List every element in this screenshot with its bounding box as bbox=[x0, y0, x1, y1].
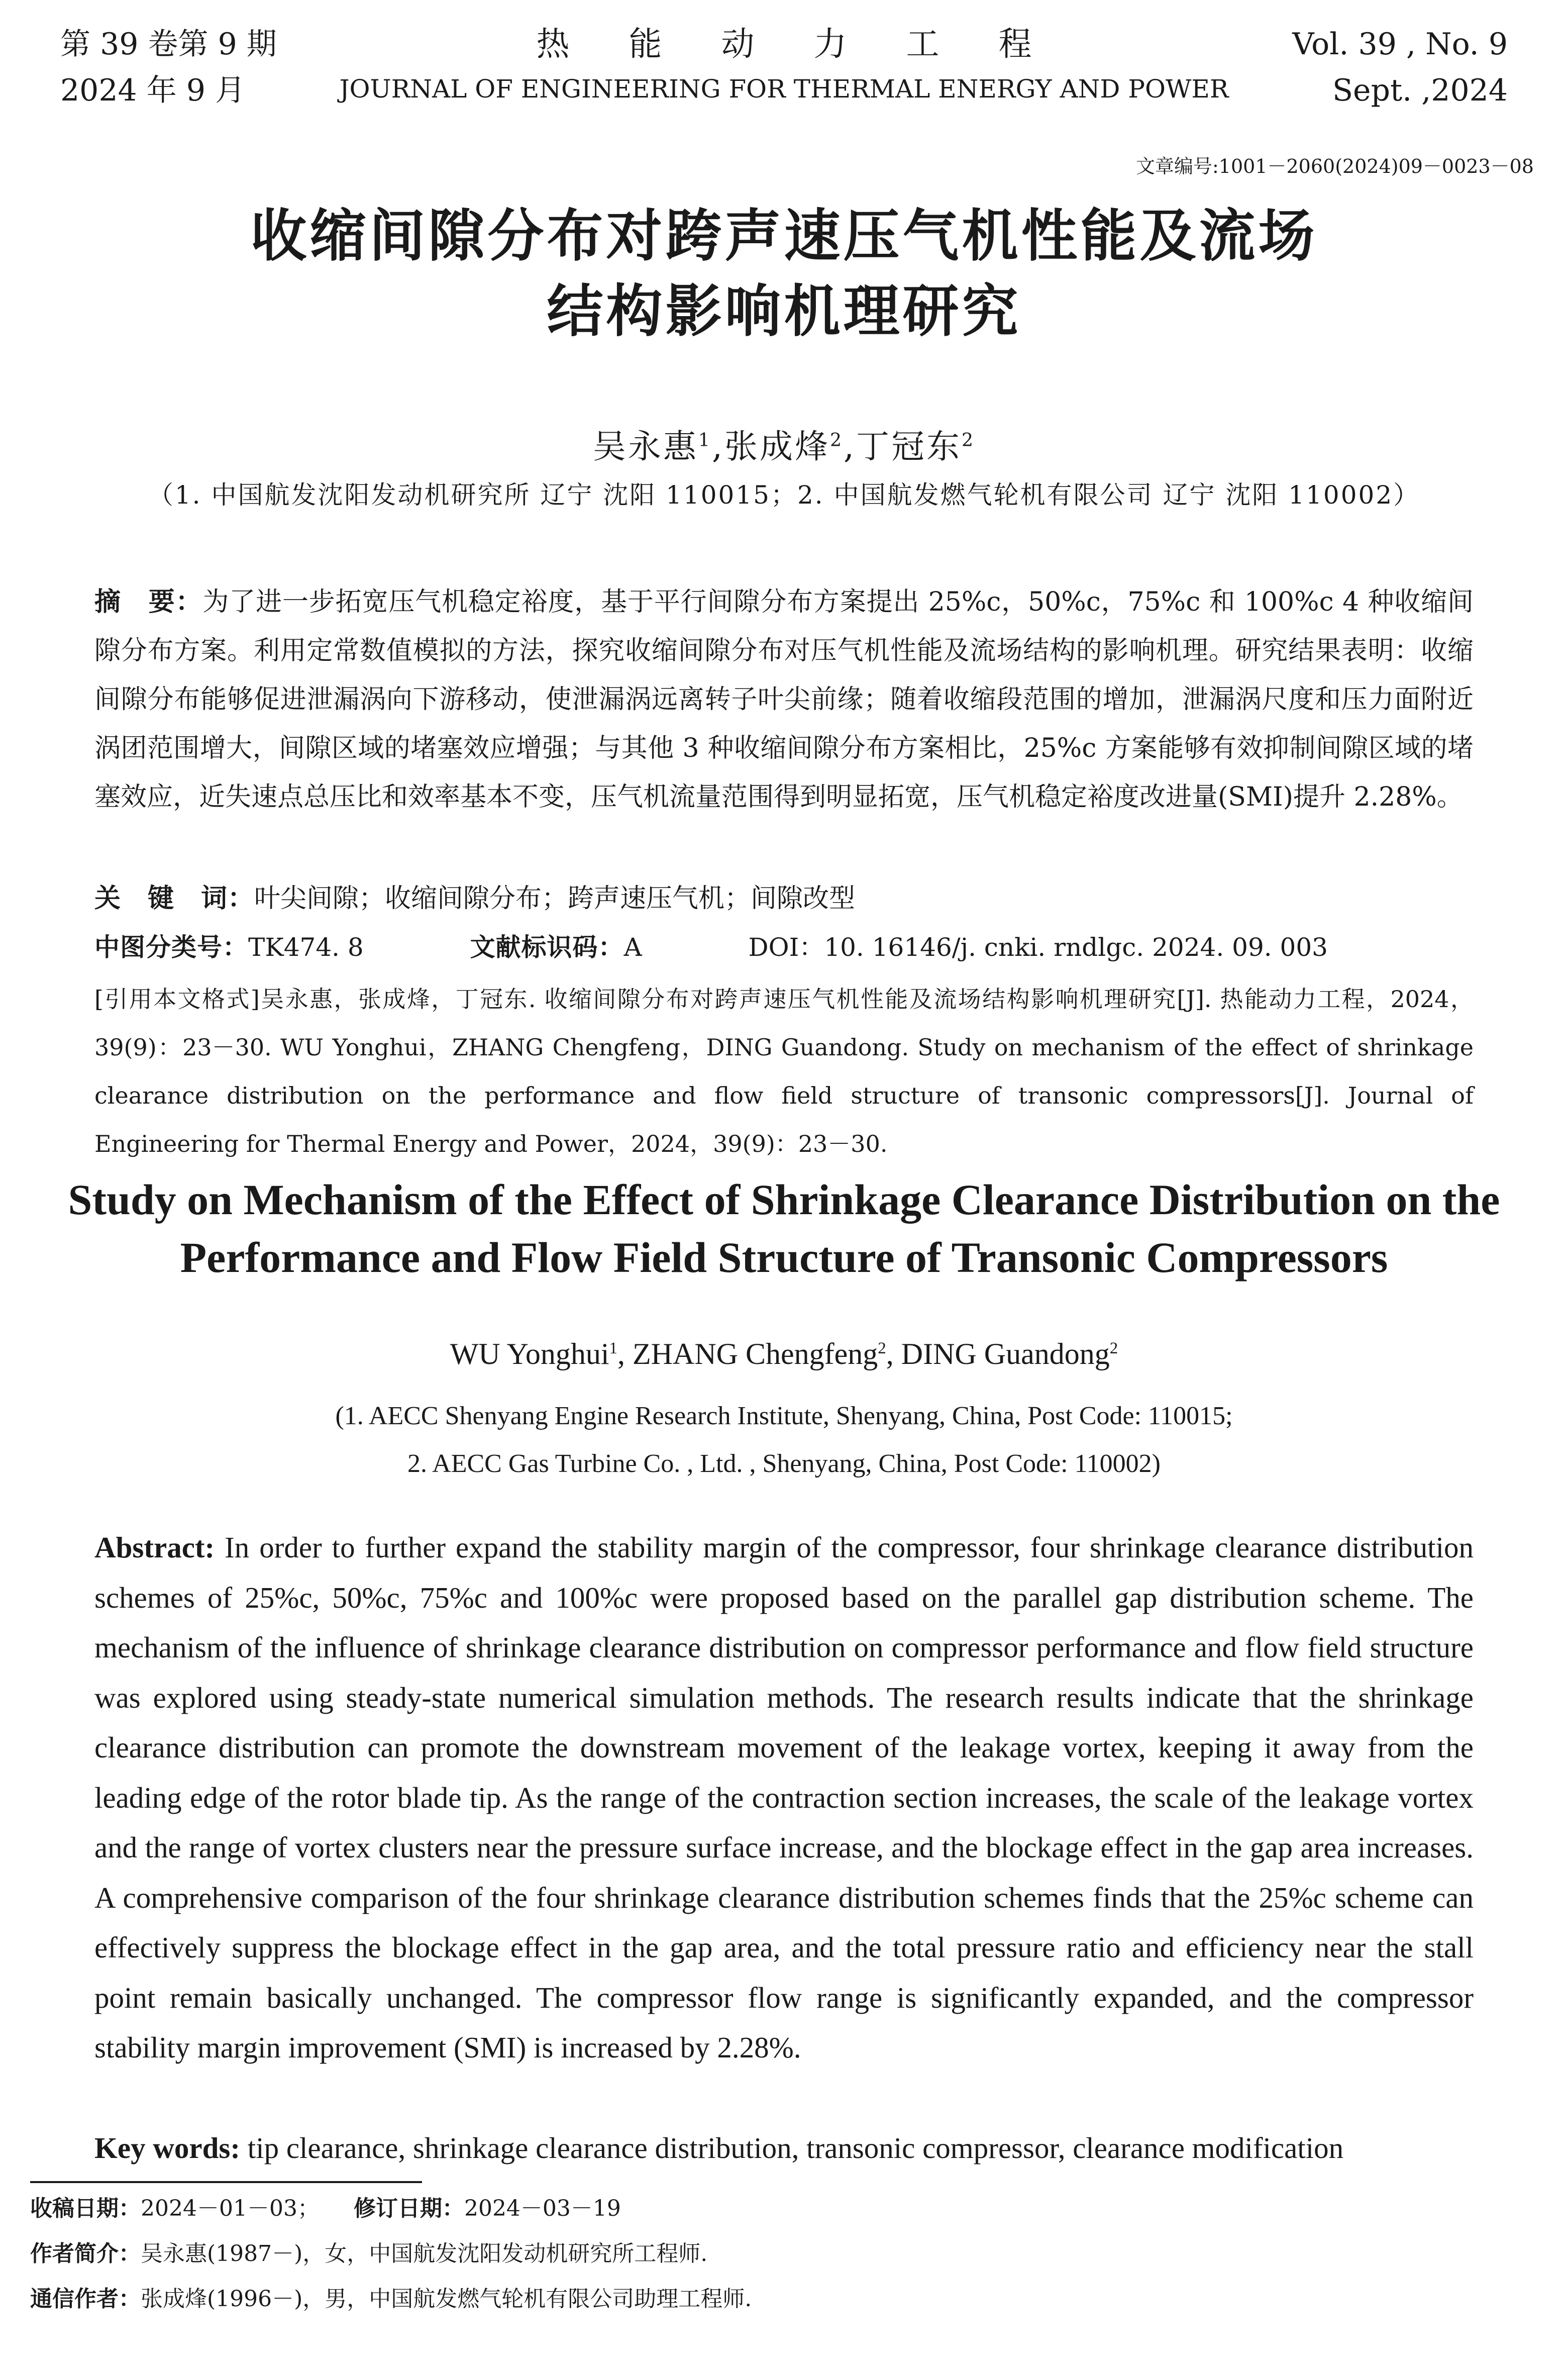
received-date: 2024－01－03； bbox=[141, 2196, 320, 2221]
keywords-en-label: Key words: bbox=[94, 2131, 241, 2164]
author-affil-mark: 2 bbox=[829, 429, 844, 451]
author-name-en: DING Guandong bbox=[901, 1337, 1110, 1370]
date-en: Sept. ,2024 bbox=[1332, 73, 1508, 108]
corresponding-label: 通信作者： bbox=[30, 2286, 141, 2312]
author-name-en: WU Yonghui bbox=[450, 1337, 609, 1370]
abstract-en bbox=[94, 1523, 1474, 2073]
revised-label: 修订日期： bbox=[353, 2196, 464, 2221]
author-affil-mark: 2 bbox=[1109, 1339, 1118, 1357]
doc-code-label: 文献标识码： bbox=[470, 933, 624, 962]
author-name-en: ZHANG Chengfeng bbox=[633, 1337, 878, 1370]
title-en-line2: Performance and Flow Field Structure of Transonic Compressors bbox=[180, 1233, 1388, 1282]
issue-info bbox=[60, 21, 277, 114]
volume-issue-cn: 第 39 卷第 9 期 bbox=[60, 27, 277, 62]
journal-name bbox=[332, 21, 1236, 111]
article-number: 文章编号:1001－2060(2024)09－0023－08 bbox=[1136, 155, 1534, 177]
author-name: 张成烽 bbox=[724, 427, 830, 466]
received-label: 收稿日期： bbox=[30, 2196, 141, 2221]
footnote-dates bbox=[30, 2194, 621, 2224]
citation-block bbox=[94, 975, 1474, 1168]
keywords-cn bbox=[94, 874, 1474, 923]
title-en-line1: Study on Mechanism of the Effect of Shrinkage Clearance Distribution on the bbox=[68, 1175, 1500, 1224]
authors-en: WU Yonghui$^1$, ZHANG Chengfeng$^2$, DING Guandong$^2$ bbox=[450, 1337, 1118, 1370]
journal-name-cn: 热能动力工程 bbox=[536, 25, 1091, 63]
author-name: 吴永惠 bbox=[592, 427, 698, 466]
author-name: 丁冠东 bbox=[856, 427, 962, 466]
affiliations-cn: （1. 中国航发沈阳发动机研究所 辽宁 沈阳 110015；2. 中国航发燃气轮机有限公司 辽宁 沈阳 110002） bbox=[148, 480, 1420, 510]
abstract-en-label: Abstract: bbox=[94, 1531, 215, 1564]
footnote-author bbox=[30, 2239, 707, 2269]
author-affil-mark: 1 bbox=[609, 1339, 618, 1357]
keywords-cn-label: 关 键 词： bbox=[94, 883, 255, 914]
citation-text: 吴永惠，张成烽，丁冠东. 收缩间隙分布对跨声速压气机性能及流场结构影响机理研究[J]. 热能动力工程，2024，39(9)：23－30. WU Yonghui，ZHANG Chengfeng，DING Guandong. Study on mechanism of the effect of shrinkage clearance distribution on the performance and flow field structure of transonic compressors[J]. Journal of Engineering for Thermal Energy and Power，2024，39(9)：23－30. bbox=[94, 986, 1474, 1157]
abstract-cn-label: 摘 要： bbox=[94, 587, 203, 617]
author-affil-mark: 2 bbox=[962, 429, 976, 451]
author-bio-label: 作者简介： bbox=[30, 2241, 141, 2267]
issue-info-en bbox=[1292, 21, 1508, 114]
classification-line bbox=[94, 927, 1328, 963]
doc-code-value: A bbox=[623, 933, 642, 962]
revised-date: 2024－03－19 bbox=[464, 2196, 621, 2221]
corresponding-author: 张成烽(1996－)，男，中国航发燃气轮机有限公司助理工程师. bbox=[141, 2286, 752, 2312]
keywords-en bbox=[94, 2131, 1474, 2166]
journal-name-en: JOURNAL OF ENGINEERING FOR THERMAL ENERGY AND POWER bbox=[339, 74, 1229, 104]
footnote-divider bbox=[30, 2181, 422, 2183]
author-affil-mark: 1 bbox=[698, 429, 712, 451]
doi: DOI：10. 16146/j. cnki. rndlgc. 2024. 09. 003 bbox=[748, 933, 1328, 962]
clc-value: TK474. 8 bbox=[248, 933, 364, 962]
citation-label: [引用本文格式] bbox=[94, 986, 260, 1013]
abstract-cn-text: 为了进一步拓宽压气机稳定裕度，基于平行间隙分布方案提出 25%c，50%c，75%c 和 100%c 4 种收缩间隙分布方案。利用定常数值模拟的方法，探究收缩间隙分布对压气机性能及流场结构的影响机理。研究结果表明：收缩间隙分布能够促进泄漏涡向下游移动，使泄漏涡远离转子叶尖前缘；随着收缩段范围的增加，泄漏涡尺度和压力面附近涡团范围增大，间隙区域的堵塞效应增强；与其他 3 种收缩间隙分布方案相比，25%c 方案能够有效抑制间隙区域的堵塞效应，近失速点总压比和效率基本不变，压气机流量范围得到明显拓宽，压气机稳定裕度改进量(SMI)提升 2.28%。 bbox=[94, 587, 1474, 812]
author-affil-mark: 2 bbox=[878, 1339, 886, 1357]
clc-label: 中图分类号： bbox=[94, 933, 248, 962]
keywords-cn-text: 叶尖间隙；收缩间隙分布；跨声速压气机；间隙改型 bbox=[254, 883, 856, 914]
authors-cn: 吴永惠$^1$,张成烽$^2$,丁冠东$^2$ bbox=[592, 427, 976, 466]
abstract-en-text: In order to further expand the stability margin of the compressor, four shrinkage clearance distribution schemes of 25%c, 50%c, 75%c and 100%c were proposed based on the parallel gap distribution scheme. The mechanism of the influence of shrinkage clearance distribution on compressor performance and flow field structure was explored using steady-state numerical simulation methods. The research results indicate that the shrinkage clearance distribution can promote the downstream movement of the leakage vortex, keeping it away from the leading edge of the rotor blade tip. As the range of the contraction section increases, the scale of the leakage vortex and the range of vortex clusters near the pressure surface increase, and the blockage effect in the gap area increases. A comprehensive comparison of the four shrinkage clearance distribution schemes finds that the 25%c scheme can effectively suppress the blockage effect in the gap area, and the total pressure ratio and efficiency near the stall point remain basically unchanged. The compressor flow range is significantly expanded, and the compressor stability margin improvement (SMI) is increased by 2.28%. bbox=[94, 1531, 1474, 2064]
author-bio: 吴永惠(1987－)，女，中国航发沈阳发动机研究所工程师. bbox=[141, 2241, 708, 2267]
date-cn: 2024 年 9 月 bbox=[60, 73, 246, 108]
keywords-en-text: tip clearance, shrinkage clearance distribution, transonic compressor, clearance modification bbox=[247, 2131, 1344, 2164]
title-cn-line1: 收缩间隙分布对跨声速压气机性能及流场 bbox=[250, 204, 1318, 269]
title-en bbox=[0, 1171, 1568, 1287]
volume-issue-en: Vol. 39 , No. 9 bbox=[1292, 27, 1508, 62]
affiliation-en-line1: (1. AECC Shenyang Engine Research Institute, Shenyang, China, Post Code: 110015; bbox=[335, 1402, 1233, 1430]
title-cn-line2: 结构影响机理研究 bbox=[547, 279, 1021, 344]
abstract-cn bbox=[94, 578, 1474, 822]
title-cn bbox=[0, 199, 1568, 349]
footnote-corresponding bbox=[30, 2284, 752, 2314]
affiliation-en-line2: 2. AECC Gas Turbine Co. , Ltd. , Shenyang, China, Post Code: 110002) bbox=[407, 1449, 1161, 1478]
affiliations-en bbox=[0, 1392, 1568, 1488]
